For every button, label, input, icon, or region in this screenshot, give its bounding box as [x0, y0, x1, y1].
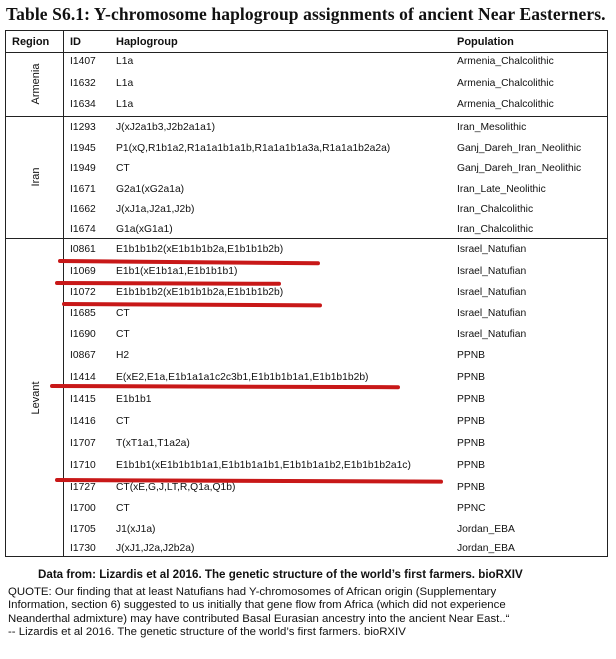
quote-attribution: -- Lizardis et al 2016. The genetic structure of the world’s first farmers. bioRXIV: [8, 626, 406, 639]
quote-line: QUOTE: Our finding that at least Natufians had Y-chromosomes of African origin (Supplementary: [8, 586, 497, 598]
group-separator: [6, 116, 607, 117]
table-row: I1945 P1(xQ,R1b1a2,R1a1a1b1a1b,R1a1a1b1a3a,R1a1a1b2a2a) Ganj_Dareh_Iran_Neolithic: [70, 142, 582, 154]
col-id: ID: [70, 36, 81, 48]
table-row: I1632 L1a Armenia_Chalcolithic: [70, 77, 554, 89]
table-row: I1671 G2a1(xG2a1a) Iran_Late_Neolithic: [70, 183, 546, 195]
table-row: I1685 CT Israel_Natufian: [70, 308, 527, 319]
table-title: Table S6.1: Y-chromosome haplogroup assignments of ancient Near Easterners.: [6, 4, 606, 24]
table-row: I1634 L1a Armenia_Chalcolithic: [70, 99, 554, 110]
quote-line: Neanderthal admixture) may have contributed Basal Eurasian ancestry into the ancient Near East..“: [8, 612, 510, 625]
table-row: I1949 CT Ganj_Dareh_Iran_Neolithic: [70, 163, 582, 174]
region-levant: Levant: [30, 381, 42, 415]
table-row: I1293 J(xJ2a1b3,J2b2a1a1) Iran_Mesolithic: [70, 122, 527, 133]
table-row: I0861 E1b1b1b2(xE1b1b1b2a,E1b1b1b2b) Israel_Natufian: [70, 244, 527, 255]
table-row: I1707 T(xT1a1,T1a2a) PPNB: [70, 438, 486, 449]
table-row: I1415 E1b1b1 PPNB: [70, 394, 486, 405]
table-row: I1705 J1(xJ1a) Jordan_EBA: [70, 524, 515, 535]
table-row: I1730 J(xJ1,J2a,J2b2a) Jordan_EBA: [70, 543, 515, 554]
table-row: I1416 CT PPNB: [70, 416, 486, 427]
table-row: I1700 CT PPNC: [70, 503, 486, 514]
highlight-underline: [55, 281, 281, 286]
quote-line: Information, section 6) suggested to us initially that gene flow from Africa (which did not experience: [8, 599, 506, 612]
table-row: I1690 CT Israel_Natufian: [70, 329, 527, 340]
group-separator: [6, 238, 607, 239]
source-caption: Data from: Lizardis et al 2016. The genetic structure of the world’s first farmers. bioRXIV: [38, 568, 523, 581]
table-header: [6, 31, 607, 53]
col-population: Population: [457, 36, 514, 48]
table-row: I1727 CT(xE,G,J,LT,R,Q1a,Q1b) PPNB: [70, 482, 486, 493]
table-row: I1069 E1b1(xE1b1a1,E1b1b1b1) Israel_Natufian: [70, 265, 527, 277]
quote-block: [8, 586, 608, 640]
table-row: I1072 E1b1b1b2(xE1b1b1b2a,E1b1b1b2b) Israel_Natufian: [70, 286, 527, 298]
table-row: I1414 E(xE2,E1a,E1b1a1a1c2c3b1,E1b1b1b1a1,E1b1b1b2b) PPNB: [70, 372, 486, 383]
table-row: I1674 G1a(xG1a1) Iran_Chalcolithic: [70, 224, 534, 235]
region-armenia: Armenia: [30, 63, 42, 105]
table-row: I1662 J(xJ1a,J2a1,J2b) Iran_Chalcolithic: [70, 204, 534, 215]
col-haplogroup: Haplogroup: [116, 36, 178, 48]
region-iran: Iran: [30, 167, 42, 187]
table-row: I0867 H2 PPNB: [70, 350, 486, 361]
col-region: Region: [12, 36, 50, 48]
table-row: I1710 E1b1b1(xE1b1b1b1a1,E1b1b1a1b1,E1b1b1a1b2,E1b1b1b2a1c) PPNB: [70, 460, 486, 471]
table-row: I1407 L1a Armenia_Chalcolithic: [70, 56, 554, 67]
